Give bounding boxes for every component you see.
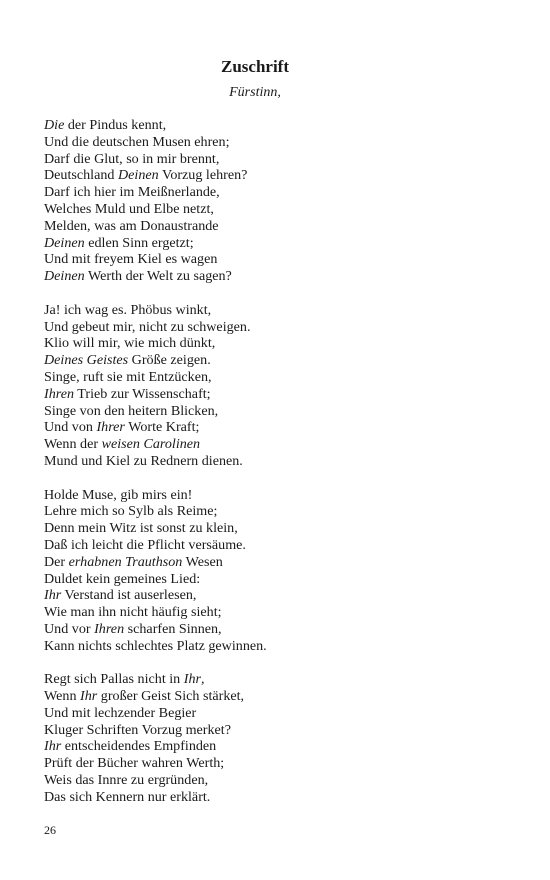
poem-line	[44, 604, 504, 621]
poem-stanza	[44, 671, 504, 805]
page-number: 26	[44, 823, 56, 837]
line-text: Vorzug lehren?	[158, 167, 248, 184]
poem-line	[44, 571, 504, 588]
poem-stanza	[44, 117, 504, 285]
poem-line	[44, 436, 504, 453]
line-text: Ja! ich wag es. Phöbus winkt,	[44, 301, 212, 318]
line-text: Verstand ist auserlesen,	[61, 587, 197, 604]
emphasized-text: Ihrer	[96, 419, 125, 436]
poem-line	[44, 268, 504, 285]
line-text: Wenn der	[44, 436, 102, 453]
line-text: Und vor	[44, 620, 95, 637]
poem-line	[44, 134, 504, 151]
poem-line	[44, 688, 504, 705]
poem-title: Zuschrift	[221, 57, 289, 76]
poem-line	[44, 755, 504, 772]
line-text: Der	[44, 553, 69, 570]
emphasized-text: Ihr	[44, 587, 62, 604]
line-text: Melden, was am Donaustrande	[44, 217, 219, 234]
line-text: Darf die Glut, so in mir brennt,	[44, 150, 220, 167]
poem-line	[44, 201, 504, 218]
poem-line	[44, 503, 504, 520]
poem-line	[44, 251, 504, 268]
line-text: Prüft der Bücher wahren Werth;	[44, 755, 225, 772]
line-text: Wesen	[182, 553, 223, 570]
line-text: Größe zeigen.	[128, 352, 211, 369]
poem-body	[44, 117, 504, 822]
line-text: Und gebeut mir, nicht zu schweigen.	[44, 318, 251, 335]
line-text: großer Geist Sich stärket,	[97, 688, 245, 705]
line-text: Lehre mich so Sylb als Reime;	[44, 503, 218, 520]
poem-line	[44, 235, 504, 252]
line-text: Und die deutschen Musen ehren;	[44, 133, 230, 150]
poem-line	[44, 789, 504, 806]
poem-line	[44, 302, 504, 319]
emphasized-text: Deinen	[117, 167, 159, 184]
line-text: Trieb zur Wissenschaft;	[74, 385, 211, 402]
emphasized-text: weisen Carolinen	[101, 436, 201, 453]
line-text: Wenn	[44, 688, 81, 705]
line-text: Und mit freyem Kiel es wagen	[44, 251, 218, 268]
emphasized-text: Deines Geistes	[44, 352, 129, 369]
poem-line	[44, 218, 504, 235]
line-text: ,	[200, 671, 205, 688]
poem-line	[44, 419, 504, 436]
line-text: Klio will mir, wie mich dünkt,	[44, 335, 216, 352]
poem-line	[44, 117, 504, 134]
line-text: Regt sich Pallas nicht in	[44, 671, 184, 688]
poem-line	[44, 671, 504, 688]
poem-line	[44, 621, 504, 638]
emphasized-text: Deinen	[44, 268, 85, 285]
poem-line	[44, 352, 504, 369]
emphasized-text: Ihr	[183, 671, 201, 688]
line-text: Mund und Kiel zu Rednern dienen.	[44, 452, 243, 469]
line-text: Werth der Welt zu sagen?	[84, 268, 232, 285]
poem-line	[44, 151, 504, 168]
poem-line	[44, 638, 504, 655]
poem-line	[44, 167, 504, 184]
poem-stanza	[44, 302, 504, 470]
poem-line	[44, 386, 504, 403]
line-text: Kluger Schriften Vorzug merket?	[44, 721, 231, 738]
salutation: Fürstinn,	[229, 85, 281, 100]
emphasized-text: Ihr	[80, 688, 98, 705]
poem-line	[44, 705, 504, 722]
poem-line	[44, 587, 504, 604]
poem-line	[44, 319, 504, 336]
line-text: entscheidendes Empfinden	[61, 738, 217, 755]
poem-line	[44, 487, 504, 504]
line-text: der Pindus kennt,	[64, 117, 167, 133]
line-text: Weis das Innre zu ergründen,	[44, 772, 209, 789]
line-text: Holde Muse, gib mirs ein!	[44, 486, 193, 503]
line-text: Daß ich leicht die Pflicht versäume.	[44, 536, 246, 553]
line-text: Duldet kein gemeines Lied:	[44, 570, 201, 587]
poem-stanza	[44, 487, 504, 655]
poem-line	[44, 335, 504, 352]
line-text: Und mit lechzender Begier	[44, 704, 197, 721]
line-text: Welches Muld und Elbe netzt,	[44, 200, 214, 217]
poem-line	[44, 722, 504, 739]
line-text: Und von	[44, 419, 97, 436]
poem-line	[44, 738, 504, 755]
line-text: Das sich Kennern nur erklärt.	[44, 788, 211, 805]
line-text: Singe von den heitern Blicken,	[44, 402, 219, 419]
emphasized-text: Die	[44, 117, 65, 133]
poem-line	[44, 369, 504, 386]
emphasized-text: Deinen	[44, 234, 85, 251]
line-text: Worte Kraft;	[124, 419, 200, 436]
line-text: Kann nichts schlechtes Platz gewinnen.	[44, 637, 267, 654]
line-text: Denn mein Witz ist sonst zu klein,	[44, 520, 238, 537]
poem-line	[44, 537, 504, 554]
poem-line	[44, 453, 504, 470]
emphasized-text: Ihren	[94, 620, 125, 637]
line-text: Singe, ruft sie mit Entzücken,	[44, 368, 212, 385]
poem-line	[44, 554, 504, 571]
poem-line	[44, 520, 504, 537]
emphasized-text: Ihr	[44, 738, 62, 755]
emphasized-text: Ihren	[44, 385, 75, 402]
line-text: Wie man ihn nicht häufig sieht;	[44, 604, 222, 621]
line-text: Darf ich hier im Meißnerlande,	[44, 184, 220, 201]
line-text: Deutschland	[44, 167, 118, 184]
poem-line	[44, 184, 504, 201]
poem-line	[44, 772, 504, 789]
emphasized-text: erhabnen Trauthson	[68, 553, 183, 570]
line-text: edlen Sinn ergetzt;	[84, 234, 194, 251]
line-text: scharfen Sinnen,	[124, 620, 222, 637]
poem-line	[44, 403, 504, 420]
